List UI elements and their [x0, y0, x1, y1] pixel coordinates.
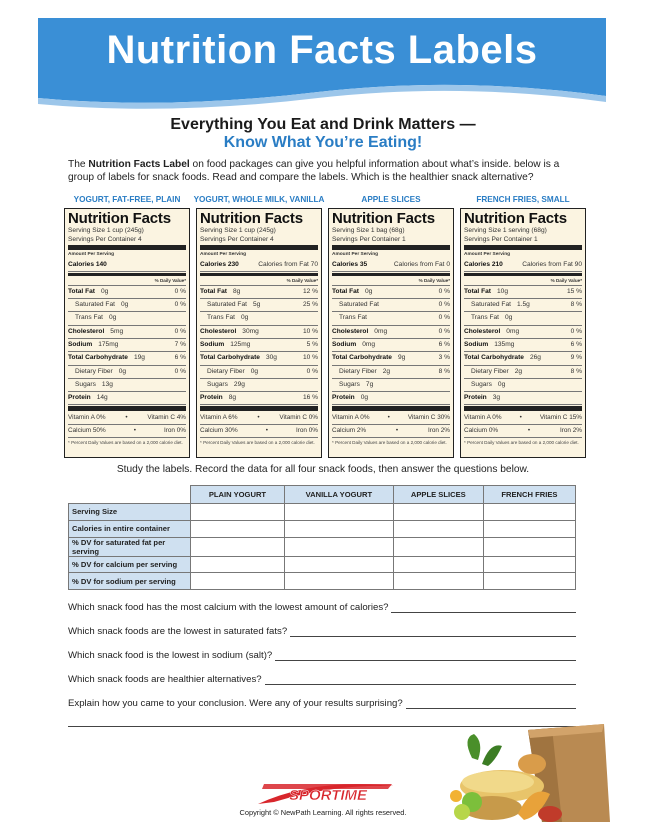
- amount-per-serving: Amount Per Serving: [200, 252, 247, 257]
- servings-per-container: Servings Per Container 4: [200, 236, 274, 243]
- mineral-row: Calcium 30% • Iron 0%: [200, 425, 318, 438]
- column-header: FRENCH FRIES: [483, 486, 575, 504]
- serving-size: Serving Size 1 cup (245g): [200, 227, 276, 234]
- table-row: [69, 573, 576, 590]
- label-footnote: * Percent Daily Values are based on a 2,000 calorie diet.: [332, 440, 447, 446]
- nutrient-row: Sugars 7g: [332, 379, 450, 392]
- label-heading: FRENCH FRIES, SMALL: [476, 195, 570, 204]
- title-banner: [38, 18, 606, 110]
- calories-row: Calories 140: [68, 259, 186, 272]
- intro-paragraph: The Nutrition Facts Label on food packages can give you helpful information about what’s inside. below is a group of labels for snack foods. Read and compare the labels. Which is the healthier snack alternative?: [68, 159, 560, 183]
- nutrient-row: Total Fat 10g 15 %: [464, 286, 582, 299]
- subtitle: Everything You Eat and Drink Matters —: [170, 116, 476, 133]
- nutrient-row: Cholesterol 30mg 10 %: [200, 326, 318, 339]
- answer-cell[interactable]: [393, 537, 483, 556]
- answer-cell[interactable]: [393, 556, 483, 573]
- row-label: Serving Size: [69, 504, 191, 521]
- label-title: Nutrition Facts: [332, 210, 435, 227]
- nutrient-row: Dietary Fiber 0g 0 %: [68, 366, 186, 379]
- study-instructions: Study the labels. Record the data for all four snack foods, then answer the questions below.: [116, 464, 530, 475]
- answer-cell[interactable]: [483, 520, 575, 537]
- answer-cell[interactable]: [284, 537, 393, 556]
- nutrient-row: Sodium 0mg 6 %: [332, 339, 450, 352]
- label-title: Nutrition Facts: [200, 210, 303, 227]
- answer-cell[interactable]: [483, 537, 575, 556]
- row-label: % DV for sodium per serving: [69, 573, 191, 590]
- answer-line[interactable]: [275, 652, 576, 661]
- answer-cell[interactable]: [393, 573, 483, 590]
- question-5: [68, 698, 576, 709]
- answer-cell[interactable]: [284, 520, 393, 537]
- calories-row: Calories 230 Calories from Fat 70: [200, 259, 318, 272]
- nutrition-facts-label: [64, 208, 190, 458]
- row-label: % DV for calcium per serving: [69, 556, 191, 573]
- answer-cell[interactable]: [393, 520, 483, 537]
- page-title: Nutrition Facts Labels: [106, 28, 538, 72]
- row-label: % DV for saturated fat per serving: [69, 537, 191, 556]
- answer-cell[interactable]: [191, 520, 285, 537]
- serving-size: Serving Size 1 cup (245g): [68, 227, 144, 234]
- table-corner: [69, 486, 191, 504]
- vitamin-row: Vitamin A 0% • Vitamin C 15%: [464, 412, 582, 425]
- table-row: [69, 537, 576, 556]
- nutrient-row: Saturated Fat 1.5g 8 %: [464, 299, 582, 312]
- answer-cell[interactable]: [483, 504, 575, 521]
- nutrient-row: Saturated Fat 0 %: [332, 299, 450, 312]
- table-header-row: [69, 486, 576, 504]
- nutrient-row: Sodium 175mg 7 %: [68, 339, 186, 352]
- answer-cell[interactable]: [284, 504, 393, 521]
- calories-row: Calories 35 Calories from Fat 0: [332, 259, 450, 272]
- serving-size: Serving Size 1 bag (68g): [332, 227, 405, 234]
- nutrient-row: Saturated Fat 5g 25 %: [200, 299, 318, 312]
- nutrition-facts-label: [460, 208, 586, 458]
- nutrient-row: Trans Fat 0g: [464, 312, 582, 325]
- nutrient-row: Protein 3g: [464, 392, 582, 405]
- vitamin-row: Vitamin A 0% • Vitamin C 30%: [332, 412, 450, 425]
- daily-value-header: % Daily Value*: [332, 277, 450, 286]
- svg-text:SPORTIME: SPORTIME: [288, 787, 368, 804]
- question-3: [68, 650, 576, 661]
- nutrient-row: Trans Fat 0 %: [332, 312, 450, 325]
- label-footnote: * Percent Daily Values are based on a 2,000 calorie diet.: [464, 440, 579, 446]
- nutrient-row: Total Fat 0g 0 %: [68, 286, 186, 299]
- daily-value-header: % Daily Value*: [200, 277, 318, 286]
- nutrient-row: Cholesterol 0mg 0 %: [464, 326, 582, 339]
- nutrient-row: Saturated Fat 0g 0 %: [68, 299, 186, 312]
- nutrient-row: Cholesterol 0mg 0 %: [332, 326, 450, 339]
- answer-cell[interactable]: [483, 573, 575, 590]
- label-title: Nutrition Facts: [464, 210, 567, 227]
- question-4: [68, 674, 576, 685]
- column-header: VANILLA YOGURT: [284, 486, 393, 504]
- nutrient-row: Sodium 125mg 5 %: [200, 339, 318, 352]
- column-header: APPLE SLICES: [393, 486, 483, 504]
- grocery-bag-image: [432, 724, 612, 824]
- label-footnote: * Percent Daily Values are based on a 2,000 calorie diet.: [200, 440, 315, 446]
- serving-size: Serving Size 1 serving (68g): [464, 227, 547, 234]
- nutrient-row: Total Carbohydrate 26g 9 %: [464, 352, 582, 365]
- answer-line[interactable]: [406, 700, 576, 709]
- nutrient-row: Dietary Fiber 0g 0 %: [200, 366, 318, 379]
- servings-per-container: Servings Per Container 1: [464, 236, 538, 243]
- nutrition-facts-label: [196, 208, 322, 458]
- nutrient-row: Protein 0g: [332, 392, 450, 405]
- nutrient-row: Sugars 0g: [464, 379, 582, 392]
- table-row: [69, 556, 576, 573]
- label-heading: YOGURT, FAT-FREE, PLAIN: [73, 195, 181, 204]
- answer-cell[interactable]: [284, 556, 393, 573]
- answer-cell[interactable]: [191, 537, 285, 556]
- label-footnote: * Percent Daily Values are based on a 2,000 calorie diet.: [68, 440, 183, 446]
- mineral-row: Calcium 0% • Iron 2%: [464, 425, 582, 438]
- mineral-row: Calcium 2% • Iron 2%: [332, 425, 450, 438]
- column-header: PLAIN YOGURT: [191, 486, 285, 504]
- nutrient-row: Total Fat 8g 12 %: [200, 286, 318, 299]
- answer-cell[interactable]: [191, 556, 285, 573]
- table-row: [69, 520, 576, 537]
- vitamin-row: Vitamin A 6% • Vitamin C 0%: [200, 412, 318, 425]
- nutrient-row: Dietary Fiber 2g 8 %: [464, 366, 582, 379]
- answer-line[interactable]: [290, 628, 576, 637]
- table-row: [69, 504, 576, 521]
- calories-row: Calories 210 Calories from Fat 90: [464, 259, 582, 272]
- nutrient-row: Sodium 135mg 6 %: [464, 339, 582, 352]
- label-title: Nutrition Facts: [68, 210, 171, 227]
- nutrient-row: Protein 8g 16 %: [200, 392, 318, 405]
- nutrient-row: Sugars 29g: [200, 379, 318, 392]
- question-text: Which snack foods are the lowest in saturated fats?: [68, 626, 288, 637]
- answer-cell[interactable]: [483, 556, 575, 573]
- amount-per-serving: Amount Per Serving: [464, 252, 511, 257]
- nutrient-row: Total Carbohydrate 19g 6 %: [68, 352, 186, 365]
- servings-per-container: Servings Per Container 4: [68, 236, 142, 243]
- subtitle-highlight: Know What You’re Eating!: [223, 134, 423, 151]
- label-heading: APPLE SLICES: [361, 195, 421, 204]
- copyright: Copyright © NewPath Learning. All rights reserved.: [239, 808, 407, 817]
- question-2: [68, 626, 576, 637]
- question-text: Which snack food has the most calcium with the lowest amount of calories?: [68, 602, 389, 613]
- nutrient-row: Protein 14g: [68, 392, 186, 405]
- question-text: Explain how you came to your conclusion. Were any of your results surprising?: [68, 698, 403, 709]
- nutrient-row: Trans Fat 0g: [68, 312, 186, 325]
- amount-per-serving: Amount Per Serving: [332, 252, 379, 257]
- nutrient-row: Dietary Fiber 2g 8 %: [332, 366, 450, 379]
- row-label: Calories in entire container: [69, 520, 191, 537]
- daily-value-header: % Daily Value*: [68, 277, 186, 286]
- answer-cell[interactable]: [393, 504, 483, 521]
- question-1: [68, 602, 576, 613]
- question-text: Which snack food is the lowest in sodium (salt)?: [68, 650, 273, 661]
- nutrient-row: Total Carbohydrate 9g 3 %: [332, 352, 450, 365]
- sportime-logo: [254, 780, 398, 806]
- vitamin-row: Vitamin A 0% • Vitamin C 4%: [68, 412, 186, 425]
- mineral-row: Calcium 50% • Iron 0%: [68, 425, 186, 438]
- answer-line[interactable]: [391, 604, 576, 613]
- question-text: Which snack foods are healthier alternatives?: [68, 674, 262, 685]
- data-table: [68, 485, 576, 590]
- amount-per-serving: Amount Per Serving: [68, 252, 115, 257]
- daily-value-header: % Daily Value*: [464, 277, 582, 286]
- nutrient-row: Cholesterol 5mg 0 %: [68, 326, 186, 339]
- answer-line[interactable]: [265, 676, 576, 685]
- label-heading: YOGURT, WHOLE MILK, VANILLA: [193, 195, 325, 204]
- nutrient-row: Total Carbohydrate 30g 10 %: [200, 352, 318, 365]
- answer-cell[interactable]: [284, 573, 393, 590]
- nutrition-facts-label: [328, 208, 454, 458]
- servings-per-container: Servings Per Container 1: [332, 236, 406, 243]
- answer-cell[interactable]: [191, 573, 285, 590]
- nutrient-row: Trans Fat 0g: [200, 312, 318, 325]
- answer-cell[interactable]: [191, 504, 285, 521]
- nutrient-row: Sugars 13g: [68, 379, 186, 392]
- nutrient-row: Total Fat 0g 0 %: [332, 286, 450, 299]
